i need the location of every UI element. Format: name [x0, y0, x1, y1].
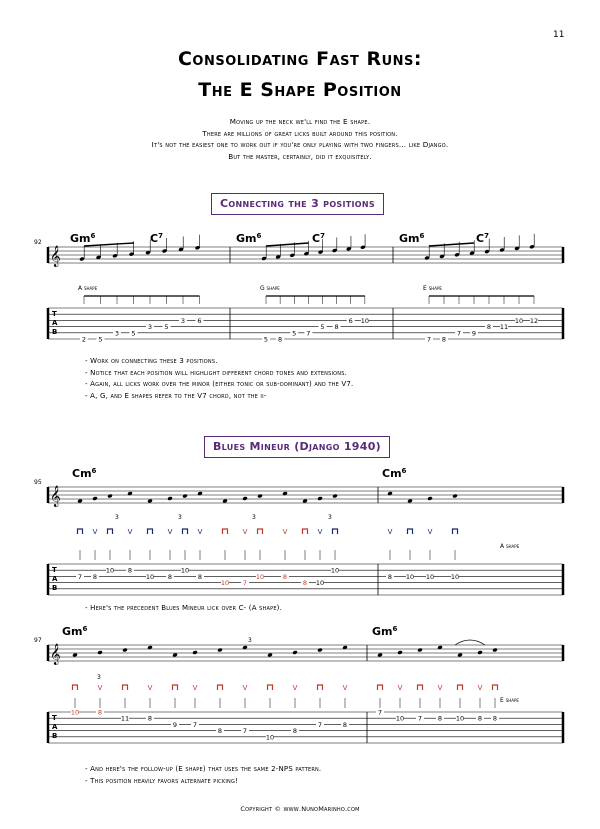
triplet-mark: 3	[252, 514, 256, 521]
chord-symbol: Gm$^6$	[236, 232, 262, 245]
tab-fret-number: 3	[114, 329, 120, 338]
note-head	[427, 496, 433, 501]
tab-fret-number: 10	[315, 579, 325, 588]
tab-fret-number: 8	[197, 572, 203, 581]
chord-symbol: Cm$^6$	[382, 467, 407, 480]
tab-fret-number: 8	[282, 572, 288, 581]
page-number: 11	[553, 30, 565, 40]
tab-fret-number: 5	[131, 329, 136, 338]
tab-fret-number: 8	[127, 566, 133, 575]
tab-fret-number: 10	[330, 566, 340, 575]
bullet-item: - This position heavily favors alternate picking!	[85, 776, 239, 785]
intro-line: But the master, certainly, did it exquisitely.	[228, 151, 372, 161]
note-head	[92, 496, 98, 501]
pick-downstroke	[303, 529, 308, 534]
triplet-mark: 3	[115, 514, 119, 521]
tab-fret-number: 8	[441, 335, 447, 344]
tab-fret-number: 10	[70, 708, 80, 717]
pick-downstroke	[123, 685, 128, 690]
tab-fret-number: 5	[98, 335, 103, 344]
note-head	[477, 650, 483, 655]
tab-fret-number: 3	[147, 323, 153, 332]
tab-fret-number: 7	[192, 720, 198, 729]
intro-line: Moving up the neck we'll find the E shape.	[229, 117, 371, 126]
bullet-list-3	[85, 764, 321, 787]
bullet-item-2: - Here's the precedent Blues Mineur lick over C- (A shape).	[85, 604, 283, 612]
tab-fret-number: 10	[450, 572, 460, 581]
pick-downstroke	[318, 685, 323, 690]
section-heading-blues-mineur: Blues Mineur (Django 1940)	[204, 436, 390, 458]
triplet-mark: 3	[248, 637, 252, 644]
tab-fret-number: 10	[255, 572, 265, 581]
pick-upstroke: V	[397, 684, 403, 692]
tab-fret-number: 10	[180, 566, 190, 575]
tab-fret-number: 8	[477, 714, 483, 723]
copyright-footer: Copyright © www.NunoMarinho.com	[240, 805, 360, 813]
tab-fret-number: 8	[217, 727, 223, 736]
tab-fret-number: 7	[426, 335, 432, 344]
tab-clef-b: B	[52, 328, 58, 336]
page-title-line2: The E Shape Position	[198, 79, 402, 101]
pick-upstroke: V	[92, 528, 98, 536]
pick-downstroke	[183, 529, 188, 534]
pick-upstroke: V	[167, 528, 173, 536]
chord-symbol: Gm$^6$	[399, 232, 425, 245]
notation-system-3	[0, 620, 600, 760]
pick-downstroke	[78, 529, 83, 534]
pick-upstroke: V	[477, 684, 483, 692]
tab-fret-number: 10	[395, 714, 405, 723]
tab-fret-number: 10	[265, 733, 275, 742]
tab-clef-b: B	[52, 584, 58, 592]
tab-fret-number: 10	[405, 572, 415, 581]
pick-downstroke	[73, 685, 78, 690]
note-head	[457, 653, 463, 658]
treble-clef: 𝄞	[50, 644, 61, 665]
tab-fret-number: 7	[242, 579, 248, 588]
note-head	[377, 653, 383, 658]
pick-downstroke	[408, 529, 413, 534]
pick-downstroke	[148, 529, 153, 534]
tab-fret-number: 10	[455, 714, 465, 723]
pick-upstroke: V	[242, 684, 248, 692]
note-head	[122, 648, 128, 653]
note-head	[492, 648, 498, 653]
note-head	[217, 648, 223, 653]
tab-fret-number: 9	[172, 720, 178, 729]
tab-fret-number: 5	[263, 335, 269, 344]
tab-fret-number: 8	[492, 714, 498, 723]
bullet-item: - And here's the follow-up (E shape) that uses the same 2-NPS pattern.	[85, 765, 322, 773]
treble-clef: 𝄞	[50, 486, 61, 507]
pick-downstroke	[218, 685, 223, 690]
note-head	[257, 494, 263, 499]
pick-upstroke: V	[192, 684, 198, 692]
pick-upstroke: V	[292, 684, 298, 692]
pick-downstroke	[173, 685, 178, 690]
tab-fret-number: 8	[437, 714, 443, 723]
bullet-item: - Work on connecting these 3 positions.	[85, 357, 218, 365]
pick-upstroke: V	[427, 528, 433, 536]
tab-fret-number: 7	[242, 727, 248, 736]
chord-symbol: Gm$^6$	[70, 232, 96, 245]
intro-line: It's not the easiest one to work out if you're only playing with two fingers... like Django.	[151, 140, 449, 149]
pick-upstroke: V	[97, 684, 103, 692]
pick-downstroke	[378, 685, 383, 690]
tab-fret-number: 8	[147, 714, 153, 723]
chord-symbol: Gm$^6$	[62, 625, 88, 638]
chord-symbol: $C^7$	[476, 232, 489, 245]
tab-fret-number: 10	[105, 566, 115, 575]
note-head	[332, 494, 338, 499]
note-head	[77, 499, 83, 504]
tab-fret-number: 10	[514, 316, 524, 325]
pick-downstroke	[418, 685, 423, 690]
triplet-mark: 3	[328, 514, 332, 521]
tab-fret-number: 8	[302, 579, 308, 588]
chord-symbol: Gm$^6$	[372, 625, 398, 638]
pick-upstroke: V	[282, 528, 288, 536]
tab-fret-number: 7	[417, 714, 423, 723]
pick-upstroke: V	[242, 528, 248, 536]
note-head	[242, 496, 248, 501]
chord-symbol: Cm$^6$	[72, 467, 97, 480]
tab-fret-number: 10	[425, 572, 435, 581]
tab-fret-number: 10	[220, 579, 230, 588]
note-head	[292, 650, 298, 655]
tab-fret-number: 8	[278, 335, 283, 344]
shape-label: A shape	[78, 285, 98, 292]
pick-downstroke	[453, 529, 458, 534]
note-head	[167, 496, 173, 501]
measure-number: 97	[34, 637, 42, 644]
pick-downstroke	[268, 685, 273, 690]
tab-fret-number: 6	[197, 316, 202, 325]
tab-fret-number: 8	[97, 708, 103, 717]
note-head	[452, 494, 458, 499]
page-title-line1: Consolidating Fast Runs:	[177, 48, 423, 70]
triplet-mark: 3	[178, 514, 182, 521]
tab-fret-number: 7	[456, 329, 462, 338]
note-head	[417, 648, 423, 653]
tab-fret-number: 6	[348, 316, 353, 325]
tab-fret-number: 11	[120, 714, 130, 723]
note-head	[107, 494, 113, 499]
tab-clef-t: T	[52, 566, 57, 574]
note-beam	[84, 243, 134, 246]
bullet-item: - Again, all licks work over the minor (either tonic or sub-dominant) and the V7.	[85, 380, 354, 388]
tie-arc	[455, 640, 485, 645]
tab-clef-t: T	[52, 310, 57, 318]
tab-fret-number: 8	[92, 572, 98, 581]
note-head	[267, 653, 273, 658]
tab-fret-number: 9	[471, 329, 477, 338]
triplet-mark: 3	[97, 674, 101, 681]
tab-fret-number: 2	[81, 335, 87, 344]
shape-label: E shape	[423, 285, 442, 292]
pick-upstroke: V	[197, 528, 203, 536]
tab-fret-number: 8	[486, 323, 492, 332]
notation-system-1	[0, 220, 600, 350]
tab-fret-number: 5	[320, 323, 325, 332]
bullet-list-1	[85, 356, 353, 402]
tab-fret-number: 8	[387, 572, 393, 581]
note-head	[182, 494, 188, 499]
pick-upstroke: V	[342, 684, 348, 692]
pick-downstroke	[223, 529, 228, 534]
tab-fret-number: 8	[167, 572, 173, 581]
tab-fret-number: 7	[377, 708, 383, 717]
pick-upstroke: V	[127, 528, 133, 536]
chord-symbol: $C^7$	[312, 232, 325, 245]
note-beam	[266, 243, 308, 246]
tab-fret-number: 10	[360, 316, 370, 325]
notation-system-2	[0, 462, 600, 602]
pick-downstroke	[493, 685, 498, 690]
pick-upstroke: V	[147, 684, 153, 692]
pick-downstroke	[258, 529, 263, 534]
tab-fret-number: 7	[77, 572, 83, 581]
intro-text	[0, 116, 600, 162]
intro-line: There are millions of great licks built around this position.	[202, 128, 398, 138]
tab-fret-number: 8	[334, 323, 339, 332]
note-head	[192, 650, 198, 655]
tab-fret-number: 5	[164, 323, 169, 332]
note-head	[172, 653, 178, 658]
pick-upstroke: V	[437, 684, 443, 692]
note-head	[317, 648, 323, 653]
tab-fret-number: 3	[180, 316, 186, 325]
measure-number: 95	[34, 479, 42, 486]
tab-clef-a: A	[52, 575, 58, 583]
shape-label: G shape	[260, 285, 280, 292]
pick-downstroke	[108, 529, 113, 534]
pick-downstroke	[333, 529, 338, 534]
note-beam	[429, 243, 474, 246]
tab-fret-number: 7	[306, 329, 311, 338]
pick-downstroke	[458, 685, 463, 690]
note-head	[317, 496, 323, 501]
bullet-item: - A, G, and E shapes refer to the V7 chord, not the ii-	[85, 391, 267, 400]
chord-symbol: $C^7$	[150, 232, 163, 245]
tab-clef-b: B	[52, 732, 58, 740]
bullet-item: - Notice that each position will highlight different chord tones and extensions.	[85, 368, 348, 377]
tab-fret-number: 7	[317, 720, 323, 729]
tab-fret-number: 10	[145, 572, 155, 581]
tab-fret-number: 8	[292, 727, 298, 736]
tab-clef-a: A	[52, 723, 58, 731]
tab-fret-number: 12	[529, 316, 539, 325]
note-head	[147, 499, 153, 504]
note-head	[407, 499, 413, 504]
pick-upstroke: V	[317, 528, 323, 536]
note-head	[97, 650, 103, 655]
note-head	[397, 650, 403, 655]
pick-upstroke: V	[387, 528, 393, 536]
tab-clef-a: A	[52, 319, 58, 327]
treble-clef: 𝄞	[50, 246, 61, 267]
tab-clef-t: T	[52, 714, 57, 722]
note-head	[302, 499, 308, 504]
tab-fret-number: 11	[499, 323, 509, 332]
note-head	[222, 499, 228, 504]
tab-fret-number: 8	[342, 720, 348, 729]
shape-label: A shape	[500, 543, 520, 550]
note-head	[72, 653, 78, 658]
shape-label: E shape	[500, 697, 519, 704]
measure-number: 92	[34, 239, 42, 246]
tab-fret-number: 5	[292, 329, 297, 338]
section-heading-connecting: Connecting the 3 positions	[211, 193, 384, 215]
